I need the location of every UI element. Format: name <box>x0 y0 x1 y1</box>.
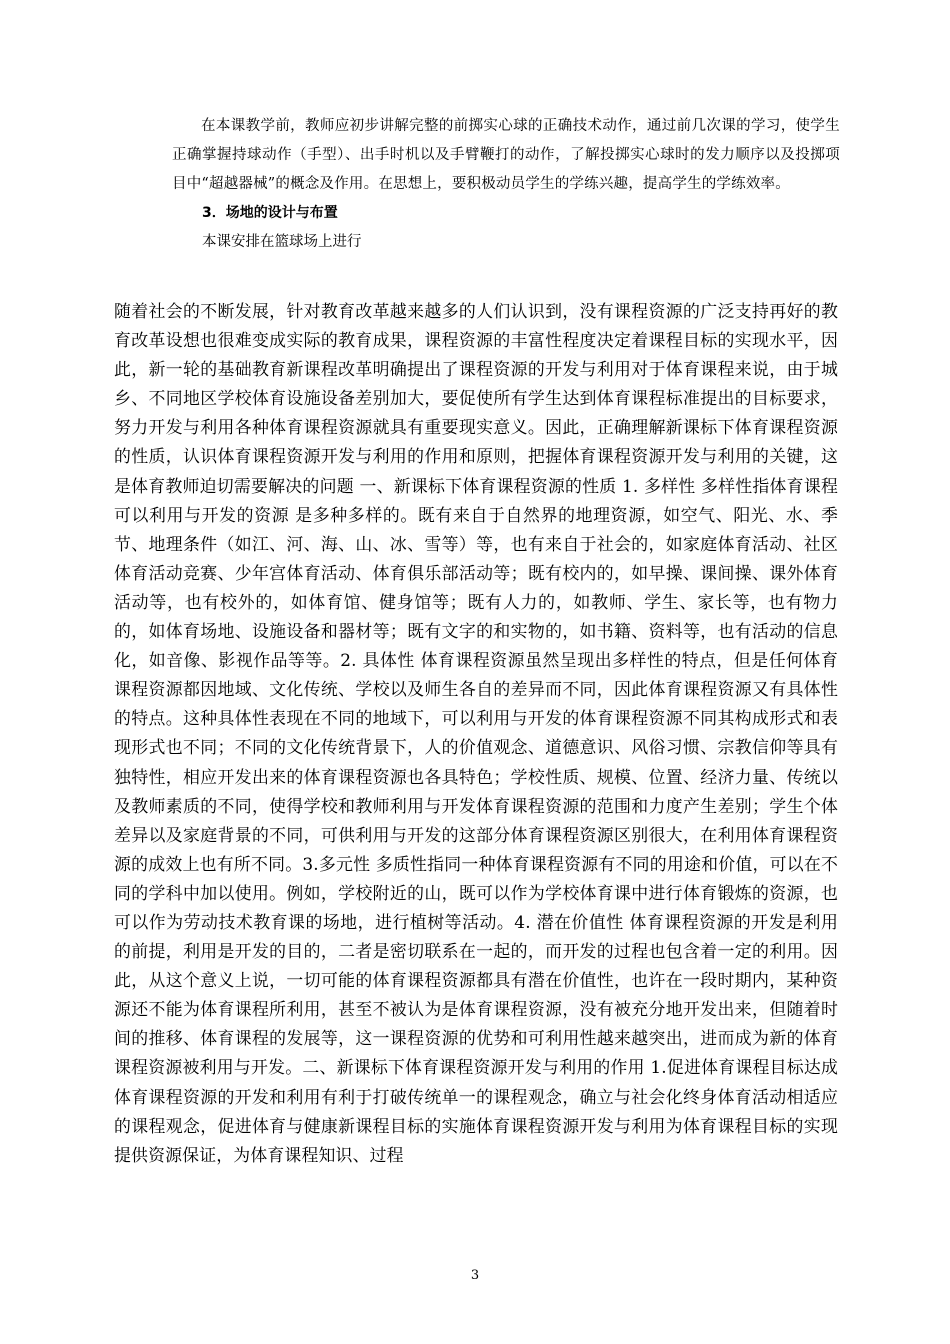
lesson-plan-section <box>172 112 840 257</box>
section-heading: 3．场地的设计与布置 <box>202 205 338 221</box>
body-paragraph: 随着社会的不断发展，针对教育改革越来越多的人们认识到，没有课程资源的广泛支持再好的教育改革设想也很难变成实际的教育成果，课程资源的丰富性程度决定着课程目标的实现水平，因此，新一轮的基础教育新课程改革明确提出了课程资源的开发与利用对于体育课程来说，由于城乡、不同地区学校体育设施设备差别加大，要促使所有学生达到体育课程标准提出的目标要求，努力开发与利用各种体育课程资源就具有重要现实意义。因此，正确理解新课标下体育课程资源的性质，认识体育课程资源开发与利用的作用和原则，把握体育课程资源开发与利用的关键，这是体育教师迫切需要解决的问题 一、新课标下体育课程资源的性质 1. 多样性 多样性指体育课程可以利用与开发的资源 是多种多样的。既有来自于自然界的地理资源，如空气、阳光、水、季节、地理条件（如江、河、海、山、冰、雪等）等，也有来自于社会的，如家庭体育活动、社区体育活动竞赛、少年宫体育活动、体育俱乐部活动等；既有校内的，如早操、课间操、课外体育活动等，也有校外的，如体育馆、健身馆等；既有人力的，如教师、学生、家长等，也有物力的，如体育场地、设施设备和器材等；既有文字的和实物的，如书籍、资料等，也有活动的信息化，如音像、影视作品等等。2. 具体性 体育课程资源虽然呈现出多样性的特点，但是任何体育课程资源都因地域、文化传统、学校以及师生各自的差异而不同，因此体育课程资源又有具体性的特点。这种具体性表现在不同的地域下，可以利用与开发的体育课程资源不同其构成形式和表现形式也不同；不同的文化传统背景下，人的价值观念、道德意识、风俗习惯、宗教信仰等具有独特性，相应开发出来的体育课程资源也各具特色；学校性质、规模、位置、经济力量、传统以及教师素质的不同，使得学校和教师利用与开发体育课程资源的范围和力度产生差别；学生个体差异以及家庭背景的不同，可供利用与开发的这部分体育课程资源区别很大，在利用体育课程资源的成效上也有所不同。3.多元性 多质性指同一种体育课程资源有不同的用途和价值，可以在不同的学科中加以使用。例如，学校附近的山，既可以作为学校体育课中进行体育锻炼的资源，也可以作为劳动技术教育课的场地，进行植树等活动。4. 潜在价值性 体育课程资源的开发是利用的前提，利用是开发的目的，二者是密切联系在一起的，而开发的过程也包含着一定的利用。因此，从这个意义上说，一切可能的体育课程资源都具有潜在价值性，也许在一段时期内，某种资源还不能为体育课程所利用，甚至不被认为是体育课程资源，没有被充分地开发出来，但随着时间的推移、体育课程的发展等，这一课程资源的优势和可利用性越来越突出，进而成为新的体育课程资源被利用与开发。二、新课标下体育课程资源开发与利用的作用 1.促进体育课程目标达成 体育课程资源的开发和利用有利于打破传统单一的课程观念，确立与社会化终身体育活动相适应的课程观念，促进体育与健康新课程目标的实施体育课程资源开发与利用为体育课程目标的实现提供资源保证，为体育课程知识、过程 <box>114 301 838 1165</box>
section-note: 本课安排在篮球场上进行 <box>202 234 362 250</box>
intro-paragraph: 在本课教学前，教师应初步讲解完整的前掷实心球的正确技术动作，通过前几次课的学习，使学生正确掌握持球动作（手型）、出手时机以及手臂鞭打的动作，了解投掷实心球时的发力顺序以及投掷项目中“超越器械”的概念及作用。在思想上，要积极动员学生的学练兴趣，提高学生的学练效率。 <box>172 118 840 192</box>
page-number: 3 <box>470 1268 480 1283</box>
main-body <box>114 297 838 1170</box>
